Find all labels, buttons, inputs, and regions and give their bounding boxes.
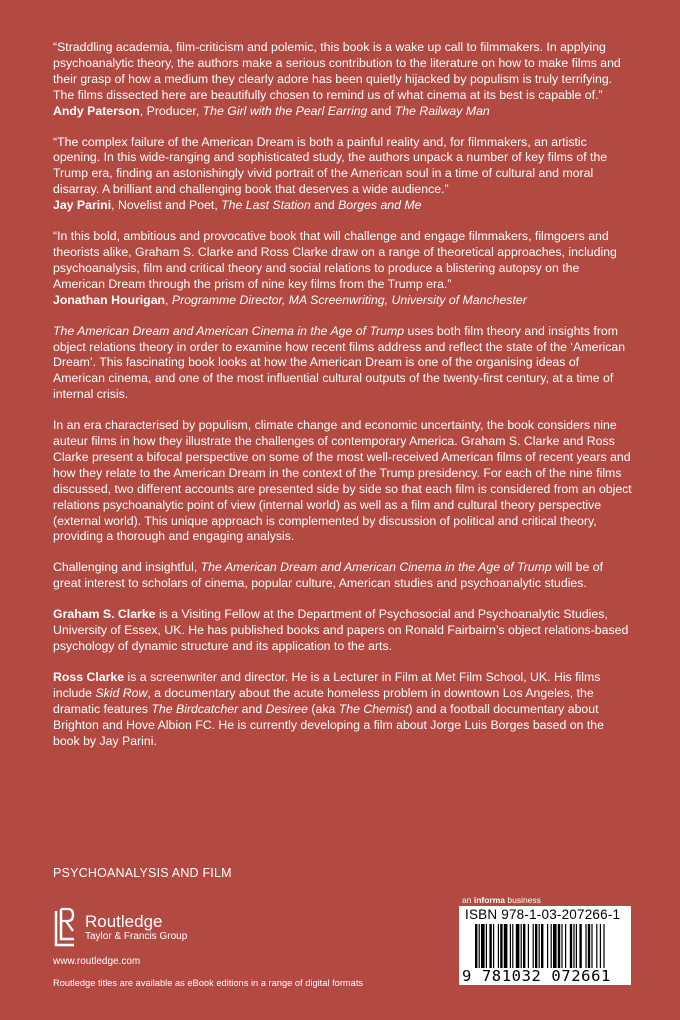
informa-pre: an — [462, 895, 474, 905]
publisher-name: Routledge — [85, 911, 163, 931]
quote-paterson — [53, 40, 633, 120]
author-name: Graham S. Clarke — [53, 607, 156, 622]
description-text: Challenging and insightful, — [53, 560, 201, 575]
author-bio-text: (aka — [307, 701, 339, 716]
barcode-bar — [510, 924, 511, 968]
quote-work: The Last Station — [221, 198, 311, 213]
publisher-text — [85, 912, 187, 943]
description-paragraph-1 — [53, 324, 633, 404]
barcode-bar — [528, 924, 529, 968]
barcode-bar — [573, 924, 574, 968]
quote-parini — [53, 135, 633, 215]
barcode-bar — [486, 924, 487, 968]
barcode-bar — [576, 924, 577, 968]
author-bio-ross — [53, 670, 633, 750]
barcode-bar — [479, 924, 480, 968]
barcode-bar — [547, 924, 548, 968]
routledge-logo-icon — [53, 905, 77, 949]
author-bio-text: is a screenwriter and director. He is a Lecturer in Film at Met Film School, UK. His films include — [53, 669, 601, 700]
quote-role: , Novelist and Poet, — [111, 198, 222, 213]
author-bio-text: ) and a football documentary about Brighton and Hove Albion FC. He is currently developing a film about Jorge Luis Borges based on the book by Jay Parini. — [53, 701, 604, 748]
quote-hourigan — [53, 229, 633, 309]
description-paragraph-2: In an era characterised by populism, climate change and economic uncertainty, the book considers nine auteur films in how they illustrate the challenges of contemporary America. Graham S. Clarke and Ross Clarke present a bifocal perspective on some of the most well-received American films of recent years and how they relate to the American Dream in the context of the Trump presidency. For each of the nine films discussed, two different accounts are presented side by side so that each film is considered from an object relations psychoanalytic point of view (internal world) as well as a film and cultural theory perspective (external world). This unique approach is complemented by discussion of political and critical theory, providing a thorough and engaging analysis. — [53, 418, 632, 544]
quote-role-join: and — [367, 103, 395, 118]
book-title: The American Dream and American Cinema in the Age of Trump — [200, 560, 552, 575]
barcode-bar — [481, 924, 485, 968]
book-title: The American Dream and American Cinema in the Age of Trump — [53, 323, 405, 338]
barcode-bar — [475, 924, 477, 968]
informa-post: business — [505, 895, 541, 905]
quote-text: “Straddling academia, film-criticism and polemic, this book is a wake up call to filmmakers. In applying psychoanalytic theory, the authors make a serious contribution to the literature on how to make films and their grasp of how a medium they clearly adore has been quietly hijacked by populism is truly terrifying. The films dissected here are beautifully chosen to remind us of what cinema at its best is capable of.” — [53, 40, 621, 102]
barcode-bar — [533, 924, 534, 968]
publisher-group: Taylor & Francis Group — [85, 930, 188, 942]
quote-text: “In this bold, ambitious and provocative book that will challenge and engage filmmakers, filmgoers and theorists alike, Graham S. Clarke and Ross Clarke draw on a range of theoretical approaches, including psychoanalysis, film and critical theory and social relations to produce a blistering autopsy on the American Dream through the prism of nine key films from the Trump era.” — [53, 229, 617, 291]
quote-work: The Girl with the Pearl Earring — [202, 103, 368, 118]
quote-work: Borges and Me — [338, 198, 422, 213]
barcode-bar — [504, 924, 508, 968]
quote-text: “The complex failure of the American Dream is both a painful reality and, for filmmakers, an artistic opening. In this wide-ranging and sophisticated study, the authors unpack a number of key films of the Trump era, finding an astonishingly vivid portrait of the American soul in a time of cultural and moral disarray. A brilliant and challenging book that deserves a wide audience.” — [53, 134, 608, 197]
author-name: Ross Clarke — [53, 669, 125, 684]
isbn-label: ISBN 978-1-03-207266-1 — [465, 907, 621, 922]
barcode-box — [459, 906, 631, 985]
barcode-bar — [551, 924, 552, 968]
barcode-bar — [565, 924, 566, 968]
quote-role: , — [165, 292, 172, 307]
barcode-bar — [523, 924, 525, 968]
quote-role-join: and — [310, 198, 339, 213]
film-title: The Chemist — [338, 701, 409, 716]
barcode-bar — [585, 924, 586, 968]
description-text: will be of great interest to scholars of cinema, popular culture, American studies and psychoanalytic studies. — [53, 560, 603, 591]
author-bio-graham — [53, 607, 633, 655]
barcode-bar — [512, 924, 513, 968]
author-bio-text: , a documentary about the acute homeless problem in downtown Los Angeles, the dramatic features — [53, 685, 594, 716]
barcode-bar — [579, 924, 581, 968]
barcode-bar — [553, 924, 557, 968]
barcode-bar — [561, 924, 562, 968]
barcode-bar — [489, 924, 491, 968]
quote-role: , Producer, — [139, 103, 203, 118]
film-title: Skid Row — [95, 685, 148, 700]
quote-attribution — [53, 293, 633, 309]
author-bio-text: and — [238, 701, 266, 716]
quote-author: Jay Parini — [53, 198, 112, 213]
quote-author: Andy Paterson — [53, 103, 140, 118]
film-title: The Birdcatcher — [151, 701, 239, 716]
publisher-url[interactable]: www.routledge.com — [53, 956, 141, 967]
quote-work: The Railway Man — [394, 103, 490, 118]
quote-attribution — [53, 104, 633, 120]
barcode-bar — [500, 924, 502, 968]
back-cover-text — [53, 40, 633, 764]
barcode-bar — [596, 924, 597, 968]
barcode-bar — [535, 924, 537, 968]
author-bio-text: is a Visiting Fellow at the Department of Psychosocial and Psychoanalytic Studies, University of Essex, UK. He has published books and papers on Ronald Fairbairn’s object relations-based psychology of dynamic structure and its application to the arts. — [53, 607, 629, 653]
publisher-block — [53, 905, 187, 949]
informa-brand: informa — [473, 895, 505, 905]
barcode-bar — [539, 924, 540, 968]
barcode-bar — [493, 924, 494, 968]
barcode-bar — [498, 924, 499, 968]
barcode-icon — [475, 924, 617, 968]
quote-author: Jonathan Hourigan — [53, 292, 166, 307]
description-text: uses both film theory and insights from object relations theory in order to examine how recent films address and reflect the state of the ‘American Dream’. This fascinating book looks at how the American Dream is one of the organising ideas of American cinema, and one of the most influential cultural outputs of the twenty-first century, at a time of internal crisis. — [53, 323, 626, 402]
barcode-bar — [591, 924, 592, 968]
description-paragraph-3 — [53, 560, 633, 592]
quote-role-italic: Programme Director, MA Screenwriting, University of Manchester — [171, 292, 527, 307]
quote-attribution — [53, 198, 633, 214]
barcode-bar — [600, 924, 601, 968]
ebook-note: Routledge titles are available as eBook editions in a range of digital formats — [53, 978, 364, 988]
barcode-bar — [521, 924, 522, 968]
barcode-bar — [541, 924, 543, 968]
series-name: PSYCHOANALYSIS AND FILM — [53, 866, 232, 880]
barcode-digits: 9 781032 072661 — [462, 967, 611, 985]
informa-label — [462, 895, 541, 905]
barcode-bar — [558, 924, 560, 968]
film-title: Desiree — [265, 701, 308, 716]
barcode-bar — [603, 924, 604, 968]
barcode-bar — [570, 924, 572, 968]
barcode-bar — [588, 924, 590, 968]
barcode-bar — [516, 924, 520, 968]
